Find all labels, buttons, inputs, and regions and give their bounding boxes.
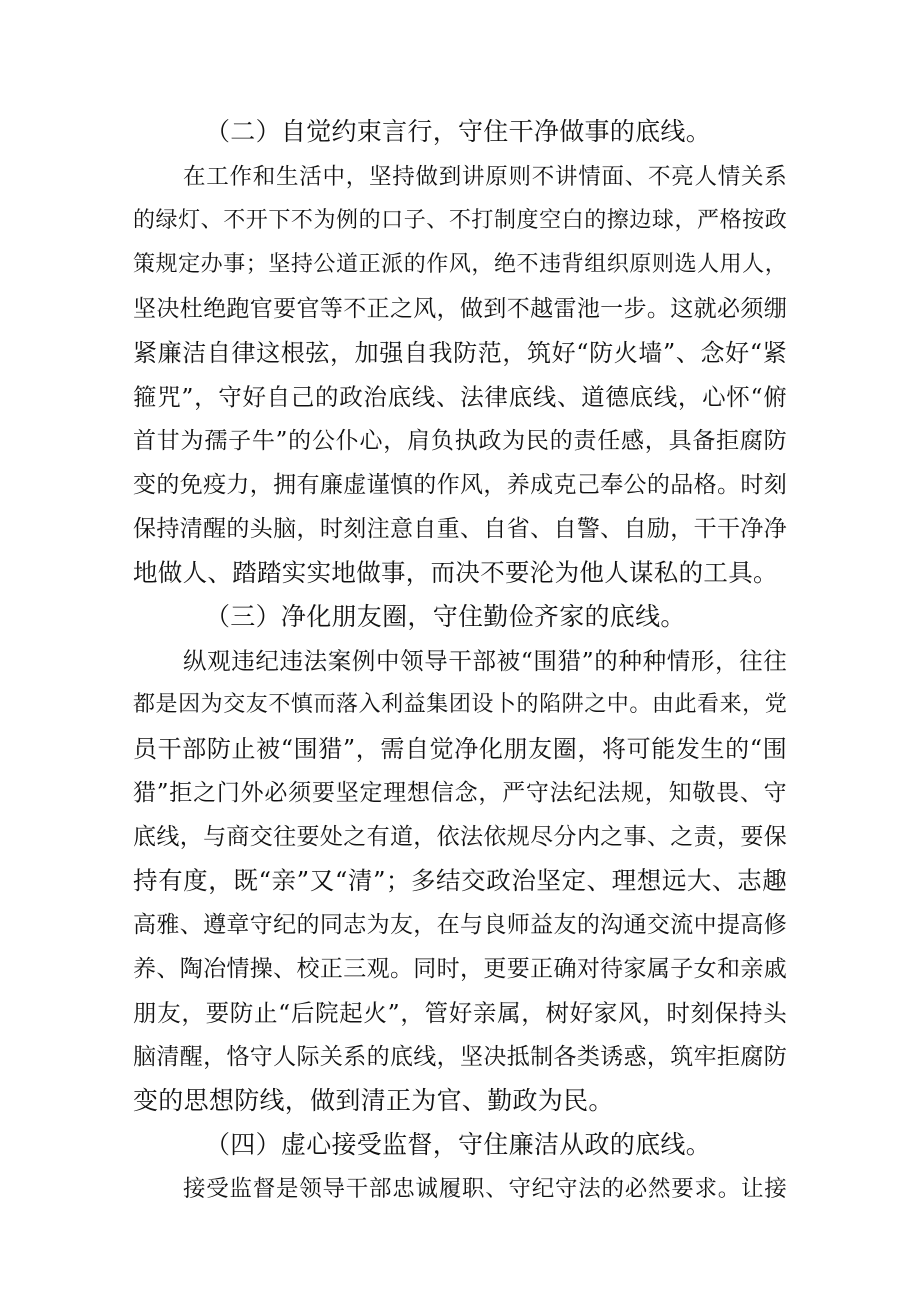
paragraph-line: 变的思想防线，做到清正为官、勤政为民。 [133,1086,614,1115]
paragraph-line: 坚决杜绝跑官要官等不正之风，做到不越雷池一步。这就必须绷 [133,296,787,322]
paragraph-line: 首甘为孺子牛”的公仆心，肩负执政为民的责任感，具备拒腐防 [133,428,787,454]
paragraph-line: 接受监督是领导干部忠诚履职、守纪守法的必然要求。让接 [183,1176,787,1202]
paragraph-line: 员干部防止被“围猎”，需自觉净化朋友圈，将可能发生的“围 [133,735,787,763]
paragraph-line: 底线，与商交往要处之有道，依法依规尽分内之事、之责，要保 [133,824,787,850]
section-heading-2: （二）自觉约束言行，守住干净做事的底线。 [205,117,712,146]
paragraph-line: 持有度，既“亲”又“清”；多结交政治坚定、理想远大、志趣 [133,866,787,895]
paragraph-line: 养、陶冶情操、校正三观。同时，更要正确对待家属子女和亲戚 [133,956,787,982]
section-heading-3: （三）净化朋友圈，守住勤俭齐家的底线。 [205,602,686,631]
paragraph-line: 都是因为交友不慎而落入利益集团设卜的陷阱之中。由此看来，党 [133,692,787,717]
paragraph-line: 紧廉洁自律这根弦，加强自我防范，筑好“防火墙”、念好“紧 [133,339,787,367]
paragraph-line: 变的免疫力，拥有廉虚谨慎的作风，养成克己奉公的品格。时刻 [133,472,787,498]
paragraph-line: 纵观违纪违法案例中领导干部被“围猎”的种种情形，往往 [183,647,787,675]
paragraph-line: 的绿灯、不开下不为例的口子、不打制度空白的擦边球，严格按政 [133,208,787,233]
paragraph-line: 高雅、遵章守纪的同志为友，在与良师益友的沟通交流中提高修 [133,912,787,938]
paragraph-line: 箍咒”，守好自己的政治底线、法律底线、道德底线，心怀“俯 [133,383,787,411]
paragraph-line: 脑清醒，恪守人际关系的底线，坚决抵制各类诱惑，筑牢拒腐防 [133,1044,787,1070]
paragraph-line: 策规定办事；坚持公道正派的作风，绝不违背组织原则选人用人， [133,252,787,277]
section-heading-4: （四）虚心接受监督，守住廉洁从政的底线。 [205,1130,712,1159]
paragraph-line: 地做人、踏踏实实地做事，而决不要沦为他人谋私的工具。 [133,558,778,587]
paragraph-line: 猎”拒之门外必须要坚定理想信念，严守法纪法规，知敬畏、守 [133,780,787,806]
paragraph-line: 朋友，要防止“后院起火”，管好亲属，树好家风，时刻保持头 [133,999,787,1027]
paragraph-line: 保持清醒的头脑，时刻注意自重、自省、自警、自励，干干净净 [133,516,787,542]
paragraph-line: 在工作和生活中，坚持做到讲原则不讲情面、不亮人情关系 [183,164,787,190]
